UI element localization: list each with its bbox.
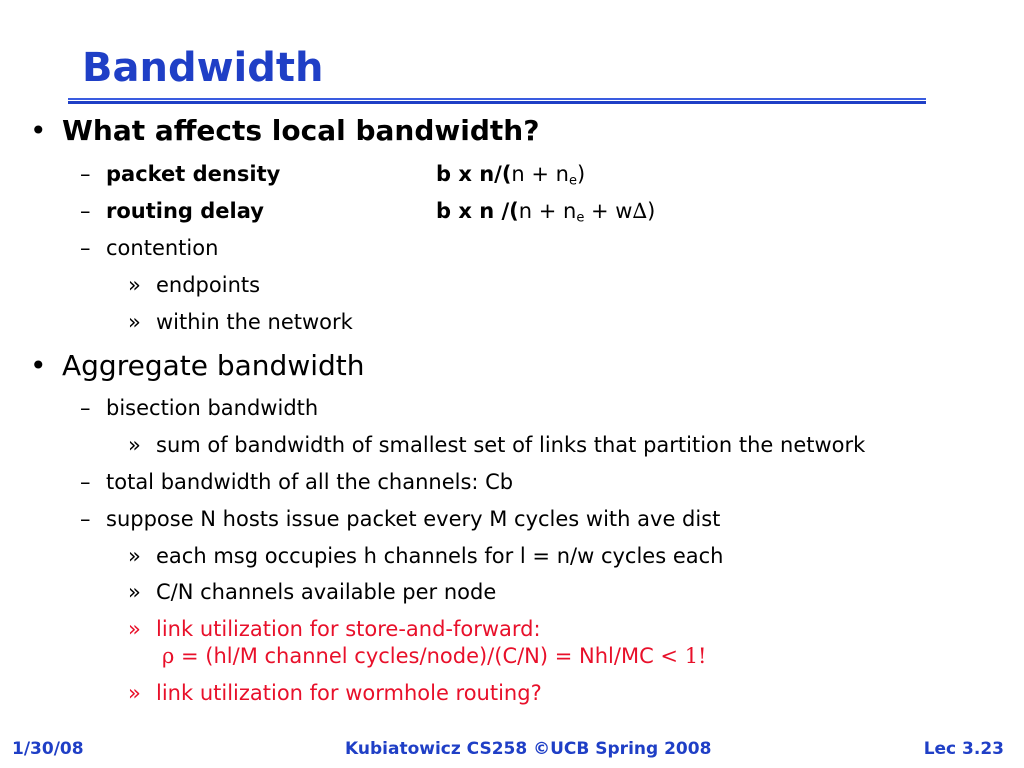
footer-date: 1/30/08: [12, 739, 84, 759]
dash-marker: –: [80, 396, 91, 420]
formula-n: n + n: [518, 199, 577, 223]
title-underline: [68, 98, 926, 104]
delta-symbol: ∆: [632, 199, 648, 223]
rho-formula-line: [162, 644, 707, 669]
bullet-marker: •: [30, 349, 47, 382]
footer-lecture: Lec 3.23: [923, 739, 1004, 759]
subitem-label: link utilization for store-and-forward:: [156, 617, 541, 641]
dash-marker: –: [80, 199, 91, 223]
bullet-marker: •: [30, 114, 47, 147]
less-than-one: < 1!: [660, 644, 707, 668]
bullet-text: Aggregate bandwidth: [62, 349, 365, 382]
raquo-marker: »: [128, 433, 141, 457]
raquo-marker: »: [128, 617, 141, 641]
item-label: routing delay: [106, 199, 264, 223]
formula-close: ): [577, 162, 586, 186]
formula-plus-w: + w: [584, 199, 633, 223]
item-label: bisection bandwidth: [106, 396, 319, 420]
item-label: contention: [106, 236, 219, 260]
subitem-label: within the network: [156, 310, 353, 334]
raquo-marker: »: [128, 310, 141, 334]
subitem-label: C/N channels available per node: [156, 580, 497, 604]
dash-marker: –: [80, 507, 91, 531]
subitem-label: endpoints: [156, 273, 261, 297]
item-label: suppose N hosts issue packet every M cycles with ave dist: [106, 507, 721, 531]
packet-density-formula: [436, 162, 585, 189]
bullet-text: What affects local bandwidth?: [62, 114, 540, 147]
dash-marker: –: [80, 470, 91, 494]
dash-marker: –: [80, 162, 91, 186]
raquo-marker: »: [128, 273, 141, 297]
rho-formula: = (hl/M channel cycles/node)/(C/N) = Nhl/MC: [174, 644, 661, 668]
raquo-marker: »: [128, 580, 141, 604]
slide-title: Bandwidth: [82, 45, 324, 91]
formula-bold-part: b x n/(: [436, 162, 512, 186]
formula-subscript: e: [569, 173, 578, 189]
formula-close: ): [647, 199, 656, 223]
routing-delay-formula: [436, 199, 655, 226]
raquo-marker: »: [128, 544, 141, 568]
raquo-marker: »: [128, 681, 141, 705]
footer-center: Kubiatowicz CS258 ©UCB Spring 2008: [345, 739, 712, 759]
rho-symbol: ρ: [162, 644, 175, 668]
subitem-label: each msg occupies h channels for l = n/w cycles each: [156, 544, 724, 568]
formula-subscript: e: [576, 210, 585, 226]
formula-bold-part: b x n /(: [436, 199, 519, 223]
dash-marker: –: [80, 236, 91, 260]
item-label: total bandwidth of all the channels: Cb: [106, 470, 514, 494]
formula-n: n + n: [511, 162, 569, 186]
subitem-label: link utilization for wormhole routing?: [156, 681, 542, 705]
subitem-label: sum of bandwidth of smallest set of links that partition the network: [156, 433, 866, 457]
item-label: packet density: [106, 162, 281, 186]
